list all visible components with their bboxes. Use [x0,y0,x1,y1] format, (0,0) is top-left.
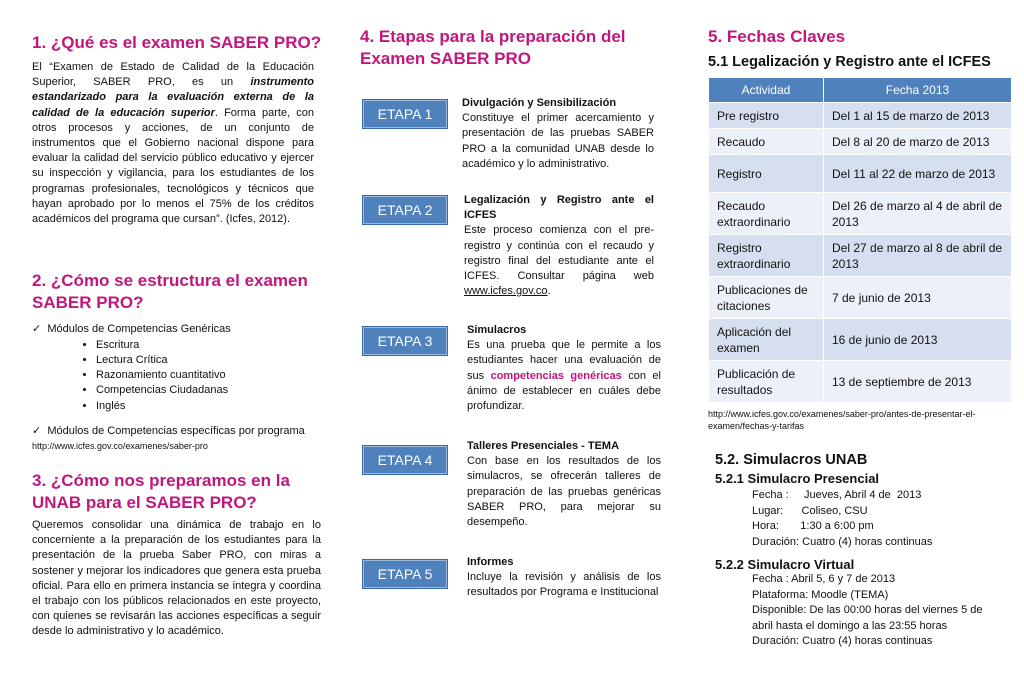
check-icon: ✓ [32,424,42,437]
date-cell: Del 26 de marzo al 4 de abril de 2013 [824,193,1012,235]
date-cell: Del 27 de marzo al 8 de abril de 2013 [824,235,1012,277]
generic-item: • Razonamiento cuantitativo [96,368,322,383]
module-specific-label: Módulos de Competencias específicas por programa [47,424,305,437]
date-cell: Del 1 al 15 de marzo de 2013 [824,103,1012,129]
s1-text-b: . Forma parte, con otros procesos y acciones, de un conjunto de instrumentos que el Gobierno nacional dispone para evaluar la calidad del servicio público educativo y ejercer su inspección y vigilancia, para los estudiantes de los programas profesionales, tecnológicos y técnicos que hayan aprobado por lo menos el 75% de los créditos académicos del programa que cursan”. (Icfes, 2012). [32,106,315,226]
date-cell: Del 11 al 22 de marzo de 2013 [824,155,1012,193]
s1-text-emphasis: instrumento estandarizado para la evaluación externa de la calidad de la educación superior [32,76,314,119]
activity-cell: Registro [709,155,824,193]
table-row [709,103,1012,129]
etapa-3-text [467,323,661,414]
etapa-1-badge: ETAPA 1 [362,99,448,129]
activity-cell: Publicaciones de citaciones [709,277,824,319]
subsection-5-2-2-title: 5.2.2 Simulacro Virtual [715,557,855,572]
modules-list [32,322,322,452]
s1-text-a: El “Examen de Estado de Calidad de la Educación Superior, SABER PRO, es un [32,61,314,89]
table-row [709,193,1012,235]
etapa-3-tail: con el ánimo de establecer en cuáles debe profundizar. [467,369,661,413]
activity-cell: Recaudo extraordinario [709,193,824,235]
etapa-3-body: Es una prueba que le permite a los estudiantes hacer una evaluación de sus [467,339,661,382]
date-cell: 7 de junio de 2013 [824,277,1012,319]
activity-cell: Pre registro [709,103,824,129]
table-row [709,277,1012,319]
date-cell: 16 de junio de 2013 [824,319,1012,361]
virtual-line: Fecha : Abril 5, 6 y 7 de 2013 [752,573,896,585]
generic-item: • Inglés [96,399,322,414]
table-row [709,361,1012,403]
etapa-2-heading: Legalización y Registro ante el ICFES [464,194,654,222]
etapa-5-heading: Informes [467,556,514,568]
dates-table [708,77,1012,403]
section-5-title: 5. Fechas Claves [708,27,846,46]
table-row [709,155,1012,193]
etapa-1-heading: Divulgación y Sensibilización [462,97,617,109]
etapa-3-heading: Simulacros [467,324,527,336]
table-row [709,235,1012,277]
date-cell: Del 8 al 20 de marzo de 2013 [824,129,1012,155]
virtual-details [752,572,996,650]
presencial-line: Fecha : Jueves, Abril 4 de 2013 [752,489,922,501]
generic-items-list [32,338,322,414]
check-icon: ✓ [32,323,42,335]
section-1-paragraph [32,60,314,227]
etapa-5-text [467,555,661,601]
activity-cell: Recaudo [709,129,824,155]
etapa-1-text [462,96,654,172]
table-row [709,129,1012,155]
subsection-5-2-title: 5.2. Simulacros UNAB [715,452,868,468]
generic-item: • Lectura Crítica [96,353,322,368]
subsection-5-1-title: 5.1 Legalización y Registro ante el ICFES [708,54,991,70]
etapa-4-heading: Talleres Presenciales - TEMA [467,440,620,452]
subsection-5-2-1-title: 5.2.1 Simulacro Presencial [715,471,880,486]
activity-cell: Publicación de resultados [709,361,824,403]
table-source-url[interactable]: http://www.icfes.gov.co/examenes/saber-pro/antes-de-presentar-el-examen/fechas-y-tarifas [708,409,976,431]
virtual-line: Plataforma: Moodle (TEMA) [752,588,889,601]
col-header-actividad: Actividad [709,78,824,103]
section-4-title: 4. Etapas para la preparación del Examen SABER PRO [360,27,626,68]
presencial-details [752,488,1002,550]
virtual-line: Disponible: De las 00:00 horas del viernes 5 de abril hasta el domingo a las 23:55 horas [752,604,983,632]
activity-cell: Registro extraordinario [709,235,824,277]
section-3-paragraph: Queremos consolidar una dinámica de trabajo en lo concerniente a la preparación de los estudiantes para la presentación de la prueba Saber PRO, con miras a sostener y mejorar los indicadores que genera esta prueba oficial. Para ello en primera instancia se integra y coordina el trabajo con los públicos relacionados en este proyecto, con quienes se revisarán las acciones específicas a seguir desde lo administrativo y lo académico. [32,519,321,638]
section-2-title: 2. ¿Cómo se estructura el examen SABER PRO? [32,271,308,312]
etapa-2-text [464,193,654,299]
etapa-2-body: Este proceso comienza con el pre-registro y continúa con el recaudo y registro final del estudiante ante el ICFES. Consultar página web [464,224,654,283]
generic-item: • Competencias Ciudadanas [96,383,322,398]
table-row [709,319,1012,361]
etapa-2-tail: . [547,285,551,298]
etapa-1-body: Constituye el primer acercamiento y presentación de las pruebas SABER PRO a la comunidad UNAB desde lo académico y lo administrativo. [462,112,654,170]
module-specific [32,424,322,440]
etapa-5-badge: ETAPA 5 [362,559,448,589]
presencial-line: Hora: 1:30 a 6:00 pm [752,520,874,532]
date-cell: 13 de septiembre de 2013 [824,361,1012,403]
icfes-web-link[interactable]: www.icfes.gov.co [464,285,548,298]
generic-competencies-highlight: competencias genéricas [490,369,622,382]
presencial-line: Duración: Cuatro (4) horas continuas [752,535,933,548]
module-generic-label: Módulos de Competencias Genéricas [47,323,231,335]
etapa-2-badge: ETAPA 2 [362,195,448,225]
virtual-line: Duración: Cuatro (4) horas continuas [752,635,933,647]
section-1-title: 1. ¿Qué es el examen SABER PRO? [32,33,322,52]
generic-item: • Escritura [96,338,322,353]
etapa-4-badge: ETAPA 4 [362,445,448,475]
presencial-line: Lugar: Coliseo, CSU [752,504,868,517]
module-generic [32,322,322,338]
etapa-3-badge: ETAPA 3 [362,326,448,356]
etapa-5-body: Incluye la revisión y análisis de los resultados por Programa e Institucional [467,571,661,599]
section-3-title: 3. ¿Cómo nos preparamos en la UNAB para el SABER PRO? [32,471,290,512]
col-header-fecha: Fecha 2013 [824,78,1012,103]
etapa-4-body: Con base en los resultados de los simulacros, se ofrecerán talleres de preparación de las pruebas genéricas SABER PRO, para mejorar su desempeño. [467,455,661,529]
activity-cell: Aplicación del examen [709,319,824,361]
icfes-link[interactable]: http://www.icfes.gov.co/examenes/saber-pro [32,441,208,452]
etapa-4-text [467,439,661,530]
